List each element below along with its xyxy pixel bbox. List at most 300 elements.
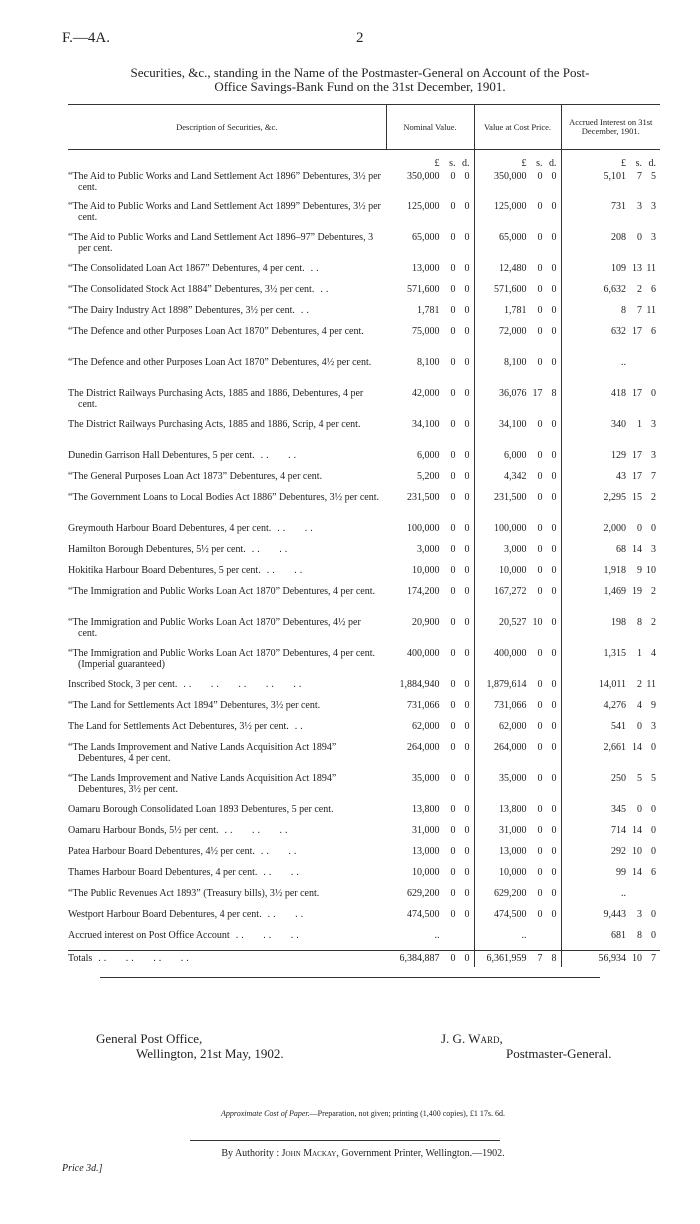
table-row <box>68 721 660 742</box>
accrued-interest-pounds: .. <box>621 356 626 368</box>
nominal-value-cell <box>386 284 474 305</box>
nominal-value-cell <box>386 419 474 450</box>
nominal-value-pence: 0 <box>464 866 470 878</box>
accrued-interest-shillings: 1 <box>637 647 642 659</box>
table-row <box>68 586 660 617</box>
cost-note-text: —Preparation, not given; printing (1,400 copies), £1 17s. 6d. <box>309 1109 505 1118</box>
security-description: “The Aid to Public Works and Land Settlement Act 1896–97” Debentures, 3 per cent. <box>68 231 374 254</box>
nominal-value-shillings: 0 <box>450 304 456 316</box>
unit-shillings: s. <box>635 158 642 169</box>
nominal-value-shillings: 0 <box>450 170 456 182</box>
accrued-interest-shillings: 15 <box>632 491 642 503</box>
leader-dots: .. <box>300 304 312 316</box>
table-row <box>68 544 660 565</box>
cost-value-pence: 0 <box>551 678 557 690</box>
nominal-value-pounds: 42,000 <box>412 387 440 399</box>
cost-value-pence: 0 <box>551 470 557 482</box>
accrued-interest-pence <box>642 888 656 900</box>
cost-value-pounds: 629,200 <box>494 887 527 899</box>
nominal-value-cell <box>386 232 474 263</box>
accrued-interest-pence: 11 <box>646 262 656 274</box>
accrued-interest-pence: 0 <box>651 845 656 857</box>
security-description: Oamaru Harbour Bonds, 5½ per cent. <box>68 824 219 836</box>
accrued-interest-pounds: 681 <box>611 929 626 941</box>
nominal-value-shillings: 0 <box>450 200 456 212</box>
cost-value-pounds: 13,800 <box>499 803 527 815</box>
cost-value-pounds: 1,781 <box>504 304 527 316</box>
cost-value-pence <box>543 930 557 942</box>
accrued-interest-shillings: 1 <box>637 418 642 430</box>
nominal-value-cell <box>386 305 474 326</box>
security-description: Thames Harbour Board Debentures, 4 per cent. <box>68 866 258 878</box>
cost-value-pence: 0 <box>551 356 557 368</box>
accrued-interest-pounds: 14,011 <box>598 678 626 690</box>
interest-total-shillings: 10 <box>632 953 642 964</box>
security-description: “The General Purposes Loan Act 1873” Debentures, 4 per cent. <box>68 470 323 482</box>
cost-value-shillings: 0 <box>537 647 543 659</box>
nominal-value-shillings: 0 <box>450 866 456 878</box>
nominal-value-pounds: 31,000 <box>412 824 440 836</box>
accrued-interest-shillings: 10 <box>632 845 642 857</box>
nominal-value-shillings: 0 <box>450 699 456 711</box>
accrued-interest-shillings: 19 <box>632 585 642 597</box>
nominal-value-shillings: 0 <box>450 647 456 659</box>
cost-value-pence: 0 <box>551 564 557 576</box>
table-body <box>68 150 660 967</box>
nominal-total-shillings: 0 <box>450 953 456 964</box>
accrued-interest-cell <box>561 867 660 888</box>
nominal-value-pence: 0 <box>464 200 470 212</box>
nominal-value-shillings: 0 <box>450 231 456 243</box>
leader-dots <box>319 888 325 899</box>
nominal-value-shillings: 0 <box>450 720 456 732</box>
accrued-interest-shillings: 8 <box>637 929 642 941</box>
nominal-value-cell <box>386 523 474 544</box>
cost-value-cell <box>474 357 561 388</box>
cost-value-pounds: 34,100 <box>499 418 527 430</box>
security-description: “The Government Loans to Local Bodies Act 1886” Debentures, 3½ per cent. <box>68 491 380 503</box>
nominal-value-cell <box>386 930 474 951</box>
accrued-interest-cell <box>561 648 660 679</box>
accrued-interest-cell <box>561 326 660 357</box>
accrued-interest-pence: 0 <box>651 803 656 815</box>
accrued-interest-pounds: 1,918 <box>603 564 626 576</box>
table-row <box>68 305 660 326</box>
nominal-value-shillings: 0 <box>450 616 456 628</box>
description-cell <box>68 773 386 804</box>
accrued-interest-cell <box>561 700 660 721</box>
nominal-total-cell <box>386 951 474 967</box>
accrued-interest-pence: 11 <box>646 678 656 690</box>
place-date: Wellington, 21st May, 1902. <box>136 1046 284 1061</box>
security-description: The District Railways Purchasing Acts, 1885 and 1886, Scrip, 4 per cent. <box>68 418 361 430</box>
accrued-interest-cell <box>561 721 660 742</box>
accrued-interest-pence <box>642 357 656 369</box>
table-row <box>68 648 660 679</box>
cost-value-shillings <box>527 930 543 942</box>
leader-dots: .. .. <box>260 845 300 857</box>
leader-dots: .. .. .. .. <box>98 953 192 964</box>
accrued-interest-shillings: 0 <box>637 720 642 732</box>
accrued-interest-cell <box>561 284 660 305</box>
accrued-interest-pounds: 4,276 <box>603 699 626 711</box>
signatory-name: J. G. Ward, <box>441 1031 503 1046</box>
nominal-value-pounds: 350,000 <box>407 170 440 182</box>
accrued-interest-shillings: 2 <box>637 678 642 690</box>
accrued-interest-shillings: 2 <box>637 283 642 295</box>
printer-name: John Mackay <box>281 1148 337 1159</box>
nominal-value-pence: 0 <box>464 356 470 368</box>
nominal-value-pounds: 474,500 <box>407 908 440 920</box>
cost-value-cell <box>474 170 561 201</box>
security-description: Dunedin Garrison Hall Debentures, 5 per cent. <box>68 449 255 461</box>
nominal-value-cell <box>386 544 474 565</box>
security-description: “The Aid to Public Works and Land Settlement Act 1899” Debentures, 3½ per cent. <box>68 200 381 223</box>
accrued-interest-shillings <box>626 357 642 369</box>
accrued-interest-cell <box>561 679 660 700</box>
leader-dots <box>165 659 171 670</box>
cost-value-pence: 0 <box>551 616 557 628</box>
nominal-value-pence: 0 <box>464 491 470 503</box>
accrued-interest-pence: 6 <box>651 325 656 337</box>
accrued-interest-pounds: 292 <box>611 845 626 857</box>
description-cell <box>68 909 386 930</box>
cost-value-pounds: 36,076 <box>499 387 527 399</box>
description-cell <box>68 544 386 565</box>
cost-value-pounds: 350,000 <box>494 170 527 182</box>
accrued-interest-pence: 3 <box>651 449 656 461</box>
cost-value-shillings: 0 <box>537 845 543 857</box>
accrued-interest-pounds: 345 <box>611 803 626 815</box>
leader-dots <box>375 586 381 597</box>
cost-value-pence: 0 <box>551 543 557 555</box>
cost-value-pounds: 13,000 <box>499 845 527 857</box>
accrued-interest-cell <box>561 544 660 565</box>
accrued-interest-pence: 6 <box>651 866 656 878</box>
nominal-value-pounds: 400,000 <box>407 647 440 659</box>
nominal-value-pence: 0 <box>464 616 470 628</box>
cost-value-cell <box>474 648 561 679</box>
nominal-value-pounds: 65,000 <box>412 231 440 243</box>
nominal-value-pounds: 10,000 <box>412 564 440 576</box>
description-cell <box>68 700 386 721</box>
table-row <box>68 742 660 773</box>
cost-value-pounds: 264,000 <box>494 741 527 753</box>
accrued-interest-pounds: .. <box>621 887 626 899</box>
table-row <box>68 388 660 419</box>
cost-value-shillings: 0 <box>537 283 543 295</box>
totals-label: Totals <box>68 953 93 964</box>
header-description: Description of Securities, &c. <box>68 105 386 150</box>
cost-value-pence: 0 <box>551 908 557 920</box>
accrued-interest-pence: 3 <box>651 418 656 430</box>
accrued-interest-cell <box>561 170 660 201</box>
cost-value-shillings: 0 <box>537 824 543 836</box>
nominal-value-pounds: .. <box>434 929 440 941</box>
nominal-total-pence: 0 <box>464 953 470 964</box>
nominal-value-pence: 0 <box>464 304 470 316</box>
nominal-value-shillings: 0 <box>450 283 456 295</box>
cost-value-pounds: 35,000 <box>499 772 527 784</box>
description-cell <box>68 742 386 773</box>
nominal-value-pounds: 1,781 <box>417 304 440 316</box>
interest-total-pence: 7 <box>651 953 656 964</box>
cost-value-shillings: 0 <box>537 262 543 274</box>
security-description: “The Lands Improvement and Native Lands Acquisition Act 1894” Debentures, 3½ per cent. <box>68 772 337 795</box>
signatory-position: Postmaster-General. <box>506 1046 612 1061</box>
authority-prefix: By Authority : <box>221 1148 282 1159</box>
security-description: Patea Harbour Board Debentures, 4½ per cent. <box>68 845 255 857</box>
security-description: Greymouth Harbour Board Debentures, 4 per cent. <box>68 522 272 534</box>
cost-total-shillings: 7 <box>537 953 543 964</box>
nominal-value-pounds: 35,000 <box>412 772 440 784</box>
nominal-value-shillings: 0 <box>450 387 456 399</box>
cost-value-cell <box>474 201 561 232</box>
cost-total-pounds: 6,361,959 <box>486 953 527 964</box>
nominal-total-pounds: 6,384,887 <box>399 953 440 964</box>
cost-value-pounds: 12,480 <box>499 262 527 274</box>
cost-note-label: Approximate Cost of Paper. <box>221 1109 310 1118</box>
accrued-interest-pounds: 43 <box>616 470 626 482</box>
nominal-value-pence: 0 <box>464 772 470 784</box>
cost-value-shillings: 0 <box>537 231 543 243</box>
table-row <box>68 450 660 471</box>
accrued-interest-pence: 4 <box>651 647 656 659</box>
nominal-value-shillings: 0 <box>450 543 456 555</box>
description-cell <box>68 930 386 951</box>
cost-value-cell <box>474 388 561 419</box>
cost-value-shillings: 0 <box>537 522 543 534</box>
cost-value-pounds: 4,342 <box>504 470 527 482</box>
accrued-interest-cell <box>561 263 660 284</box>
description-cell <box>68 825 386 846</box>
accrued-interest-shillings: 14 <box>632 866 642 878</box>
nominal-value-shillings: 0 <box>450 325 456 337</box>
nominal-value-shillings: 0 <box>450 678 456 690</box>
table-row <box>68 471 660 492</box>
currency-units-row <box>68 150 660 170</box>
table-row <box>68 804 660 825</box>
title-line-1: Securities, &c., standing in the Name of the Postmaster-General on Account of the Post- <box>130 65 590 80</box>
cost-value-pence: 0 <box>551 741 557 753</box>
leader-dots: .. .. <box>267 908 307 920</box>
cost-value-cell <box>474 846 561 867</box>
cost-value-shillings: 0 <box>537 585 543 597</box>
nominal-value-pounds: 1,884,940 <box>399 678 440 690</box>
description-cell <box>68 586 386 617</box>
cost-value-shillings: 0 <box>537 418 543 430</box>
cost-value-pence: 0 <box>551 262 557 274</box>
accrued-interest-pounds: 250 <box>611 772 626 784</box>
nominal-value-pounds: 6,000 <box>417 449 440 461</box>
nominal-value-pounds: 629,200 <box>407 887 440 899</box>
accrued-interest-pence: 0 <box>651 908 656 920</box>
cost-value-shillings: 0 <box>537 470 543 482</box>
nominal-value-shillings: 0 <box>450 772 456 784</box>
accrued-interest-cell <box>561 450 660 471</box>
nominal-value-pounds: 8,100 <box>417 356 440 368</box>
cost-value-cell <box>474 263 561 284</box>
accrued-interest-pence: 3 <box>651 200 656 212</box>
nominal-value-cell <box>386 471 474 492</box>
accrued-interest-pence: 11 <box>646 304 656 316</box>
unit-pence: d. <box>462 158 470 169</box>
unit-pounds: £ <box>521 158 527 169</box>
cost-value-shillings: 0 <box>537 699 543 711</box>
leader-dots: .. .. .. .. .. <box>183 678 305 690</box>
accrued-interest-shillings: 3 <box>637 200 642 212</box>
table-row <box>68 419 660 450</box>
accrued-interest-pounds: 2,000 <box>603 522 626 534</box>
nominal-value-pounds: 75,000 <box>412 325 440 337</box>
table-row <box>68 284 660 305</box>
nominal-value-shillings: 0 <box>450 803 456 815</box>
nominal-value-shillings: 0 <box>450 470 456 482</box>
unit-pence: d. <box>549 158 557 169</box>
accrued-interest-pence: 5 <box>651 170 656 182</box>
cost-value-cell <box>474 867 561 888</box>
accrued-interest-pence: 3 <box>651 543 656 555</box>
nominal-value-shillings: 0 <box>450 356 456 368</box>
table-row <box>68 679 660 700</box>
accrued-interest-cell <box>561 232 660 263</box>
accrued-interest-pence: 2 <box>651 616 656 628</box>
accrued-interest-cell <box>561 388 660 419</box>
unit-shillings: s. <box>536 158 543 169</box>
description-cell <box>68 951 386 967</box>
nominal-value-pence: 0 <box>464 720 470 732</box>
cost-value-cell <box>474 419 561 450</box>
accrued-interest-pence: 5 <box>651 772 656 784</box>
unit-shillings: s. <box>449 158 456 169</box>
accrued-interest-pence: 2 <box>651 491 656 503</box>
security-description: Westport Harbour Board Debentures, 4 per cent. <box>68 908 262 920</box>
nominal-value-cell <box>386 170 474 201</box>
description-cell <box>68 170 386 201</box>
accrued-interest-cell <box>561 523 660 544</box>
description-cell <box>68 357 386 388</box>
description-cell <box>68 471 386 492</box>
nominal-value-pounds: 231,500 <box>407 491 440 503</box>
security-description: “The Consolidated Loan Act 1867” Debentures, 4 per cent. <box>68 262 305 274</box>
cost-value-cell <box>474 773 561 804</box>
cost-value-shillings: 0 <box>537 678 543 690</box>
cost-value-shillings: 0 <box>537 803 543 815</box>
authority-suffix: , Government Printer, Wellington.—1902. <box>336 1148 505 1159</box>
signature-divider <box>100 977 600 978</box>
nominal-value-pence: 0 <box>464 325 470 337</box>
accrued-interest-shillings: 17 <box>632 449 642 461</box>
cost-value-pence: 8 <box>551 387 557 399</box>
cost-value-pence: 0 <box>551 304 557 316</box>
description-cell <box>68 804 386 825</box>
nominal-value-cell <box>386 201 474 232</box>
accrued-interest-pence: 3 <box>651 720 656 732</box>
accrued-interest-pounds: 109 <box>611 262 626 274</box>
nominal-value-pounds: 731,066 <box>407 699 440 711</box>
accrued-interest-pounds: 198 <box>611 616 626 628</box>
accrued-interest-pence: 3 <box>651 231 656 243</box>
table-row <box>68 909 660 930</box>
accrued-interest-shillings: 14 <box>632 824 642 836</box>
cost-value-pence: 0 <box>551 418 557 430</box>
office-name: General Post Office, <box>96 1031 203 1046</box>
nominal-value-cell <box>386 326 474 357</box>
leader-dots: .. .. <box>260 449 300 461</box>
cost-total-cell <box>474 951 561 967</box>
header-accrued-interest: Accrued Interest on 31st December, 1901. <box>561 105 660 150</box>
table-header-row <box>68 105 660 150</box>
accrued-interest-pence: 0 <box>651 824 656 836</box>
accrued-interest-pounds: 99 <box>616 866 626 878</box>
leader-dots: .. .. .. <box>235 929 302 941</box>
cost-value-cell <box>474 909 561 930</box>
cost-value-shillings: 0 <box>537 866 543 878</box>
nominal-value-pounds: 10,000 <box>412 866 440 878</box>
cost-value-pence: 0 <box>551 772 557 784</box>
cost-value-pounds: 72,000 <box>499 325 527 337</box>
nominal-value-shillings: 0 <box>450 824 456 836</box>
table-row <box>68 700 660 721</box>
accrued-interest-shillings: 0 <box>637 803 642 815</box>
cost-value-shillings: 0 <box>537 908 543 920</box>
leader-dots <box>334 804 340 815</box>
nominal-value-pounds: 13,000 <box>412 262 440 274</box>
nominal-value-shillings: 0 <box>450 449 456 461</box>
accrued-interest-pounds: 541 <box>611 720 626 732</box>
description-cell <box>68 201 386 232</box>
nominal-value-pence: 0 <box>464 803 470 815</box>
table-row <box>68 492 660 523</box>
nominal-value-shillings: 0 <box>450 522 456 534</box>
nominal-value-pounds: 174,200 <box>407 585 440 597</box>
table-row <box>68 565 660 586</box>
nominal-value-shillings <box>440 930 456 942</box>
cost-value-cell <box>474 742 561 773</box>
cost-value-shillings: 0 <box>537 449 543 461</box>
nominal-value-pence: 0 <box>464 231 470 243</box>
accrued-interest-pence: 7 <box>651 470 656 482</box>
accrued-interest-pounds: 68 <box>616 543 626 555</box>
nominal-value-pence: 0 <box>464 741 470 753</box>
accrued-interest-shillings: 9 <box>637 564 642 576</box>
cost-value-pounds: 31,000 <box>499 824 527 836</box>
leader-dots <box>364 326 370 337</box>
title-line-2: Office Savings-Bank Fund on the 31st December, 1901. <box>214 79 506 94</box>
nominal-value-cell <box>386 388 474 419</box>
nominal-value-pence: 0 <box>464 283 470 295</box>
cost-value-cell <box>474 492 561 523</box>
accrued-interest-cell <box>561 419 660 450</box>
security-description: Hamilton Borough Debentures, 5½ per cent. <box>68 543 246 555</box>
accrued-interest-pounds: 208 <box>611 231 626 243</box>
leader-dots: .. <box>294 720 306 732</box>
description-cell <box>68 492 386 523</box>
accrued-interest-pounds: 9,443 <box>603 908 626 920</box>
security-description: “The Consolidated Stock Act 1884” Debentures, 3½ per cent. <box>68 283 315 295</box>
cost-value-shillings: 0 <box>537 543 543 555</box>
cost-value-cell <box>474 326 561 357</box>
leader-dots <box>322 471 328 482</box>
accrued-interest-cell <box>561 492 660 523</box>
unit-pounds: £ <box>434 158 440 169</box>
table-row <box>68 326 660 357</box>
table-row <box>68 617 660 648</box>
accrued-interest-shillings: 8 <box>637 616 642 628</box>
security-description: “The Aid to Public Works and Land Settlement Act 1896” Debentures, 3½ per cent. <box>68 170 381 193</box>
nominal-value-pence: 0 <box>464 887 470 899</box>
nominal-value-pence: 0 <box>464 262 470 274</box>
